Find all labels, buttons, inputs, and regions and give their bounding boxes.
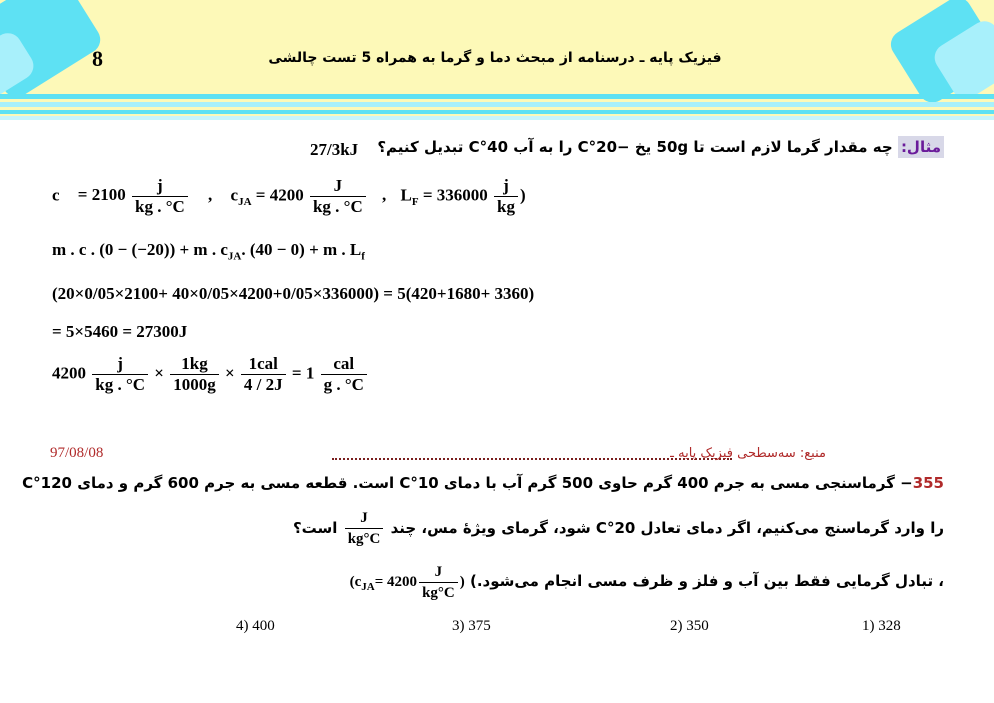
page-number: 8 — [92, 46, 103, 71]
example-label: مثال: — [898, 136, 944, 158]
cw-value: = 4200 — [255, 185, 304, 205]
option-3[interactable]: 375 (3 — [452, 618, 491, 634]
source-date: 97/08/08 — [50, 445, 104, 461]
problem-line-1: 355− گرماسنجی مسی به جرم 400 گرم حاوی 500 گرم آب با دمای 10°C است. قطعه مسی به جرم 600 گرم و دمای 120°C — [22, 474, 944, 492]
problem-number: 355 — [912, 474, 944, 492]
option-1[interactable]: 328 (1 — [862, 618, 901, 634]
c-unit: $\frac{j}{kg . ^\circ C}$ — [132, 176, 188, 217]
solution-line-2: (20×0/05×2100+ 40×0/05×4200+0/05×336000) = 5(420+1680+ 3360) — [52, 284, 535, 303]
example-text: چه مقدار گرما لازم است تا 50g یخ −20°C را به آب 40°C تبدیل کنیم؟ — [377, 138, 898, 156]
example-answer: 27/3kJ — [310, 140, 359, 159]
c-value: = 2100 — [77, 185, 126, 205]
cw-unit: $\frac{J}{kg . ^\circ C}$ — [310, 176, 366, 217]
solution-line-1: m . c . (0 − (−20)) + m . $c_{JA}$. (40 − 0) + m . $L_f$ — [52, 240, 365, 263]
unit-conversion: 4200 $\frac{j}{kg . ^\circ C}$ × $\frac{1kg}{1000g}$ × $\frac{\text{1cal}}{4 / 2J}$ = 1 $\frac{\text{cal}}{g . ^\circ C}$ — [52, 354, 369, 395]
lf-value: = 336000 — [422, 185, 488, 205]
header-band — [0, 0, 994, 120]
source-text: منبع: سه‌سطحی فیزیک پایه ـ — [670, 446, 826, 461]
lf-unit: $\frac{j}{kg}$ — [494, 176, 518, 217]
example-question — [377, 138, 944, 156]
header-stripe — [0, 102, 994, 107]
problem-line-2: را وارد گرماسنج می‌کنیم، اگر دمای تعادل 20°C شود، گرمای ویژهٔ مس، چند $\frac{J}{kg^\circ C}$ است؟ — [292, 510, 944, 547]
header-stripe — [0, 116, 994, 120]
problem-line-3: ، تبادل گرمایی فقط بین آب و فلز و ظرف مسی انجام می‌شود.) ($c_{JA}= 4200$ $\frac{J}{kg^\circ C}$ ) — [349, 564, 944, 601]
option-2[interactable]: 350 (2 — [670, 618, 709, 634]
lf-symbol: L — [400, 185, 412, 205]
option-4[interactable]: 400 (4 — [236, 618, 275, 634]
constants-line: c = 2100 $\frac{j}{kg . ^\circ C}$ , $c_{JA} = 4200$ $\frac{J}{kg . ^\circ C}$ , $L_F = 336000$ $\frac{j}{kg}$ ) — [52, 176, 526, 216]
header-stripe — [0, 94, 994, 99]
page-title: فیزیک پایه ـ درسنامه از مبحث دما و گرما به همراه 5 تست چالشی — [268, 50, 722, 66]
cw-symbol: c — [230, 185, 239, 205]
header-stripe — [0, 110, 994, 114]
c-symbol: c — [52, 185, 60, 205]
solution-line-3: = 5×5460 = 27300J — [52, 322, 188, 341]
